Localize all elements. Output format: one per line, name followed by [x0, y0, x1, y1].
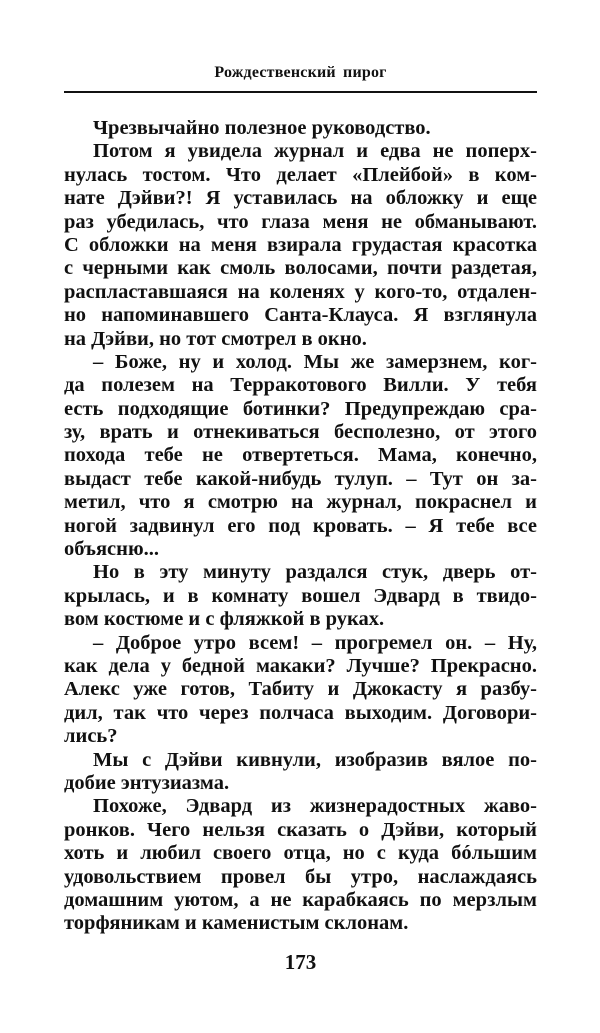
- text-line: Чрезвычайно полезное руководство.: [93, 117, 431, 139]
- text-line: хоть и любил своего отца, но с куда бóльшим: [64, 842, 537, 865]
- text-line: Похоже, Эдвард из жизнерадостных жаво-: [93, 795, 537, 818]
- text-line: торфяникам и каменистым склонам.: [64, 912, 409, 935]
- text-line: Мы с Дэйви кивнули, изобразив вялое по-: [93, 748, 537, 771]
- text-line: крылась, и в комнату вошел Эдвард в твидо-: [64, 584, 537, 607]
- text-line: добие энтузиазма.: [64, 771, 230, 794]
- text-line: объясню...: [64, 538, 159, 561]
- text-line: с черными как смоль волосами, почти раздетая,: [64, 257, 537, 280]
- text-line: распластавшаяся на коленях у кого-то, отдален-: [64, 280, 537, 303]
- text-line: Алекс уже готов, Табиту и Джокасту я разбу-: [64, 678, 537, 701]
- page-number: 173: [284, 950, 317, 974]
- text-line: нулась тостом. Что делает «Плейбой» в ком-: [64, 163, 537, 186]
- body-text: [64, 117, 537, 936]
- text-line: но напоминавшего Санта-Клауса. Я взглянула: [64, 304, 537, 327]
- text-line: удовольствием провел бы утро, наслаждаясь: [64, 865, 537, 888]
- text-line: да полезем на Терракотового Вилли. У тебя: [64, 374, 537, 397]
- text-line: – Доброе утро всем! – прогремел он. – Ну,: [93, 631, 537, 654]
- text-line: С обложки на меня взирала грудастая красотка: [64, 233, 537, 256]
- text-line: выдаст тебе какой-нибудь тулуп. – Тут он за-: [64, 467, 537, 490]
- text-line: раз убедилась, что глаза меня не обманывают.: [64, 210, 537, 233]
- text-line: зу, врать и отнекиваться бесполезно, от этого: [64, 421, 537, 444]
- text-line: ронков. Чего нельзя сказать о Дэйви, который: [64, 818, 537, 841]
- text-line: домашним уютом, а не карабкаясь по мерзлым: [64, 888, 537, 911]
- text-line: как дела у бедной макаки? Лучше? Прекрасно.: [64, 654, 537, 677]
- text-line: на Дэйви, но тот смотрел в окно.: [64, 327, 367, 350]
- text-line: есть подходящие ботинки? Предупреждаю сра-: [64, 397, 537, 420]
- text-line: лись?: [64, 725, 118, 748]
- text-line: дил, так что через полчаса выходим. Договори-: [64, 701, 537, 724]
- text-line: вом костюме и с фляжкой в руках.: [64, 608, 385, 631]
- text-line: метил, что я смотрю на журнал, покраснел и: [64, 491, 537, 514]
- text-line: – Боже, ну и холод. Мы же замерзнем, ког-: [93, 350, 537, 373]
- running-title: Рождественский пирог: [214, 64, 387, 81]
- text-line: Потом я увидела журнал и едва не поперх-: [93, 140, 537, 163]
- text-line: ногой задвинул его под кровать. – Я тебе все: [64, 514, 537, 537]
- header-rule: [64, 91, 537, 93]
- text-line: нате Дэйви?! Я уставилась на обложку и еще: [64, 187, 537, 210]
- text-line: похода тебе не отвертеться. Мама, конечно,: [64, 444, 537, 467]
- text-line: Но в эту минуту раздался стук, дверь от-: [93, 561, 537, 584]
